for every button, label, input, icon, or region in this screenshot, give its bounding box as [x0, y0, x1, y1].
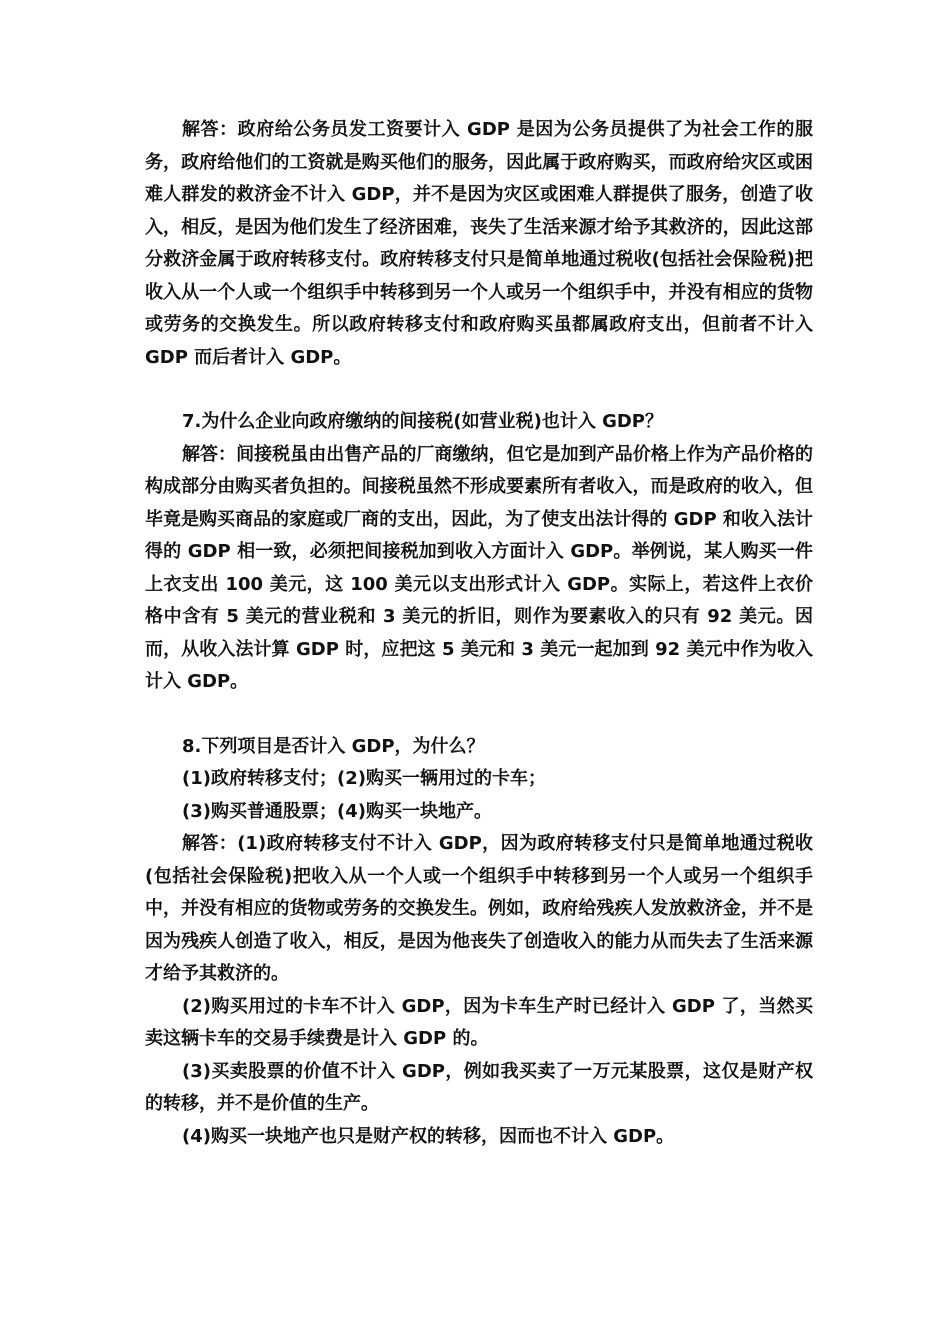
answer-paragraph-q8-part-1: 解答：(1)政府转移支付不计入 GDP，因为政府转移支付只是简单地通过税收(包括社会保险税)把收入从一个人或一个组织手中转移到另一个人或另一个组织手中，并没有相应的货物或劳务的交换发生。例如，政府给残疾人发放救济金，并不是因为残疾人创造了收入，相反，是因为他丧失了创造收入的能力从而失去了生活来源才给予其救济的。 [145, 833, 813, 984]
document-page [145, 114, 813, 1153]
question-8-options-line-1: (1)政府转移支付；(2)购买一辆用过的卡车； [182, 768, 546, 789]
question-7: 7.为什么企业向政府缴纳的间接税(如营业税)也计入 GDP？ [182, 411, 663, 432]
answer-paragraph-q8-part-3: (3)买卖股票的价值不计入 GDP，例如我买卖了一万元某股票，这仅是财产权的转移，并不是价值的生产。 [145, 1060, 813, 1114]
question-8-options-line-2: (3)购买普通股票；(4)购买一块地产。 [182, 800, 492, 822]
answer-paragraph-q8-part-2: (2)购买用过的卡车不计入 GDP，因为卡车生产时已经计入 GDP 了，当然买卖这辆卡车的交易手续费是计入 GDP 的。 [145, 995, 813, 1049]
answer-paragraph-q7: 解答：间接税虽由出售产品的厂商缴纳，但它是加到产品价格上作为产品价格的构成部分由购买者负担的。间接税虽然不形成要素所有者收入，而是政府的收入，但毕竟是购买商品的家庭或厂商的支出，因此，为了使支出法计得的 GDP 和收入法计得的 GDP 相一致，必须把间接税加到收入方面计入 GDP。举例说，某人购买一件上衣支出 100 美元，这 100 美元以支出形式计入 GDP。实际上，若这件上衣价格中含有 5 美元的营业税和 3 美元的折旧，则作为要素收入的只有 92 美元。因而，从收入法计算 GDP 时，应把这 5 美元和 3 美元一起加到 92 美元中作为收入计入 GDP。 [145, 443, 813, 692]
answer-paragraph-q6: 解答：政府给公务员发工资要计入 GDP 是因为公务员提供了为社会工作的服务，政府给他们的工资就是购买他们的服务，因此属于政府购买，而政府给灾区或困难人群发的救济金不计入 GDP，并不是因为灾区或困难人群提供了服务，创造了收入，相反，是因为他们发生了经济困难，丧失了生活来源才给予其救济的，因此这部分救济金属于政府转移支付。政府转移支付只是简单地通过税收(包括社会保险税)把收入从一个人或一个组织手中转移到另一个人或另一个组织手中，并没有相应的货物或劳务的交换发生。所以政府转移支付和政府购买虽都属政府支出，但前者不计入 GDP 而后者计入 GDP。 [145, 119, 813, 368]
answer-paragraph-q8-part-4: (4)购买一块地产也只是财产权的转移，因而也不计入 GDP。 [182, 1125, 675, 1147]
question-8: 8.下列项目是否计入 GDP，为什么？ [182, 735, 485, 757]
